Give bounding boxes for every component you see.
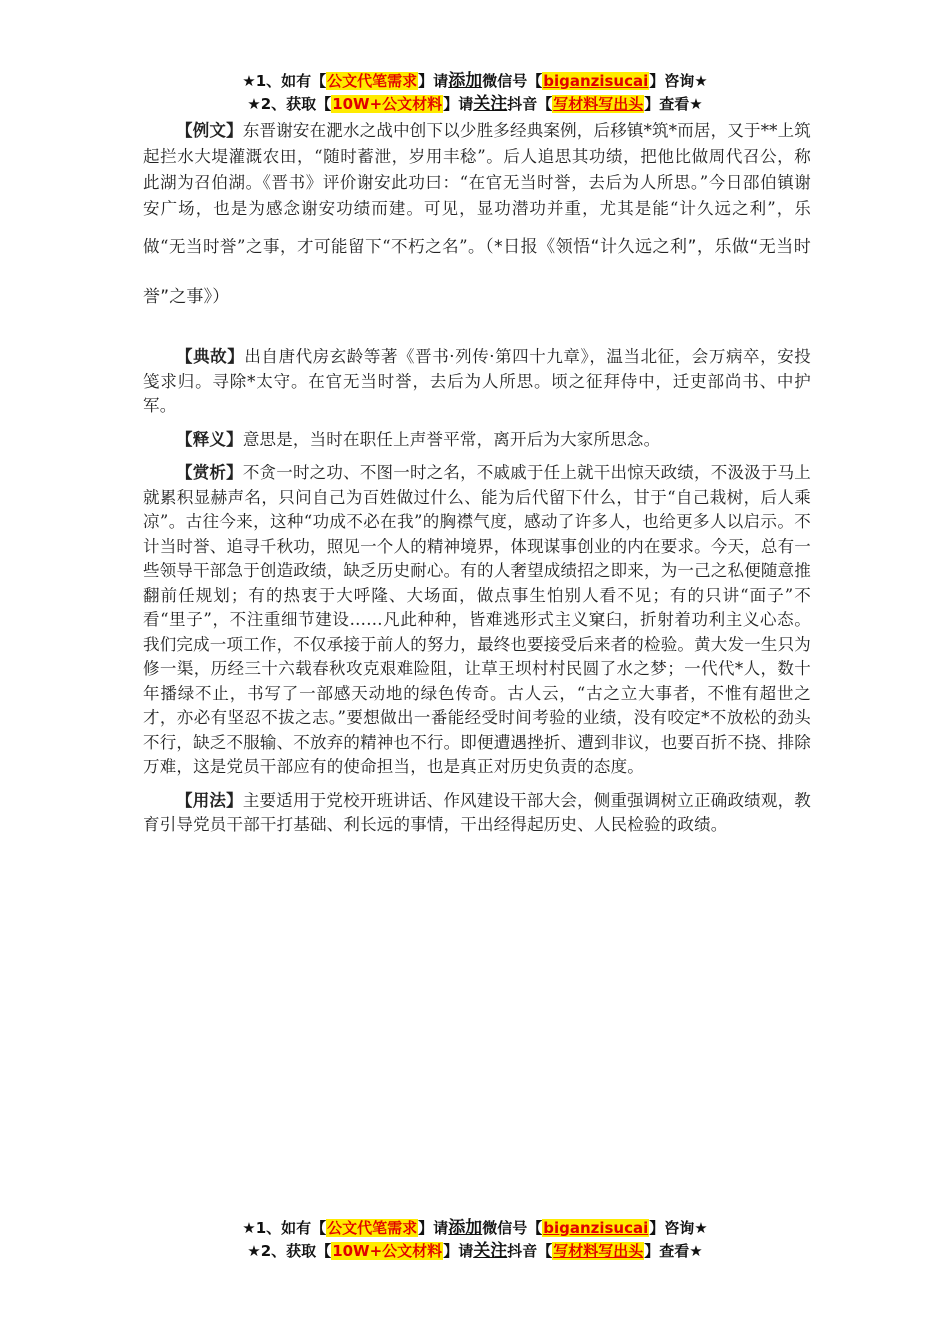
- banner-text: 】咨询★: [649, 1219, 708, 1237]
- banner-text: ★1、如有【: [242, 1219, 327, 1237]
- banner-emphasis: 添加: [448, 71, 483, 91]
- section-text: 东晋谢安在淝水之战中创下以少胜多经典案例，后移镇*筑*而居，又于**上筑起拦水大堤灌溉农田，“随时蓄泄，岁用丰稔”。后人追思其功绩，把他比做周代召公，称此湖为召伯湖。《晋书》评价谢安此功曰：“在官无当时誉，去后为人所思。”今日邵伯镇谢安广场，也是为感念谢安功绩而建。可见，显功潜功并重，尤其是能“计久远之利”，乐做“无当时誉”之事，才可能留下“不朽之名”。: [143, 121, 812, 256]
- section-text: 意思是，当时在职任上声誉平常，离开后为大家所思念。: [242, 429, 661, 449]
- banner-text: ★1、如有【: [242, 72, 327, 90]
- section-meaning: [143, 428, 811, 453]
- highlight-douyin: 写材料写出头: [553, 95, 644, 113]
- banner-text: 】请: [418, 1219, 449, 1237]
- banner-line-2: [0, 1240, 950, 1263]
- section-tag: 【赏析】: [176, 463, 243, 482]
- banner-text: 微信号【: [482, 72, 543, 90]
- banner-text: 微信号【: [482, 1219, 543, 1237]
- section-tag: 【例文】: [176, 121, 243, 140]
- section-text: 不贪一时之功、不图一时之名，不戚戚于任上就干出惊天政绩，不汲汲于马上就累积显赫声名，只问自己为百姓做过什么、能为后代留下什么，甘于“自己栽树，后人乘凉”。古往今来，这种“功成不必在我”的胸襟气度，感动了许多人，也给更多人以启示。不计当时誉、追寻千秋功，照见一个人的精神境界，体现谋事创业的内在要求。今天，总有一些领导干部急于创造政绩，缺乏历史耐心。有的人奢望成绩招之即来，为一己之私便随意推翻前任规划；有的热衷于大呼隆、大场面，做点事生怕别人看不见；有的只讲“面子”不看“里子”，不注重细节建设……凡此种种，皆难逃形式主义窠臼，折射着功利主义心态。我们完成一项工作，不仅承接于前人的努力，最终也要接受后来者的检验。黄大发一生只为修一渠，历经三十六载春秋攻克艰难险阻，让草王坝村村民圆了水之梦；一代代*人，数十年播绿不止，书写了一部感天动地的绿色传奇。古人云，“古之立大事者，不惟有超世之才，亦必有坚忍不拔之志。”要想做出一番能经受时间考验的业绩，没有咬定*不放松的劲头不行，缺乏不服输、不放弃的精神也不行。即便遭遇挫折、遭到非议，也要百折不挠、排除万难，这是党员干部应有的使命担当，也是真正对历史负责的态度。: [143, 463, 811, 776]
- section-tag: 【典故】: [176, 347, 245, 366]
- banner-line-1: [0, 70, 950, 93]
- banner-text: ★2、获取【: [247, 1242, 332, 1260]
- source-citation: （*日报《领悟“计久远之利”，乐做“无当时誉”之事》）: [143, 237, 811, 307]
- banner-emphasis: 关注: [473, 94, 508, 114]
- highlight-materials: 10W+公文材料: [332, 1242, 443, 1260]
- section-text: 主要适用于党校开班讲话、作风建设干部大会，侧重强调树立正确政绩观，教育引导党员干部干打基础、利长远的事情，干出经得起历史、人民检验的政绩。: [143, 790, 811, 834]
- highlight-materials: 10W+公文材料: [332, 95, 443, 113]
- section-text: 出自唐代房玄龄等著《晋书·列传·第四十九章》，温当北征，会万病卒，安投笺求归。寻除*太守。在官无当时誉，去后为人所思。顷之征拜侍中，迁吏部尚书、中护军。: [143, 347, 811, 415]
- section-origin: [143, 345, 811, 419]
- highlight-wechat-id: biganzisucai: [543, 1219, 649, 1237]
- banner-line-2: [0, 93, 950, 116]
- banner-line-1: [0, 1217, 950, 1240]
- section-appreciation: [143, 461, 811, 780]
- document-body: [143, 118, 811, 847]
- banner-text: 】查看★: [644, 95, 703, 113]
- highlight-douyin: 写材料写出头: [553, 1242, 644, 1260]
- highlight-service: 公文代笔需求: [327, 72, 418, 90]
- banner-text: 抖音【: [507, 95, 553, 113]
- highlight-wechat-id: biganzisucai: [543, 72, 649, 90]
- footer-banner: [0, 1217, 950, 1263]
- banner-text: 】咨询★: [649, 72, 708, 90]
- highlight-service: 公文代笔需求: [327, 1219, 418, 1237]
- banner-text: 】请: [443, 95, 474, 113]
- header-banner: [0, 70, 950, 116]
- banner-emphasis: 关注: [473, 1241, 508, 1261]
- banner-text: 】请: [418, 72, 449, 90]
- section-tag: 【释义】: [176, 429, 243, 449]
- banner-text: 】查看★: [644, 1242, 703, 1260]
- banner-text: 】请: [443, 1242, 474, 1260]
- section-example: [143, 118, 811, 322]
- section-usage: [143, 789, 811, 838]
- banner-text: 抖音【: [507, 1242, 553, 1260]
- banner-emphasis: 添加: [448, 1218, 483, 1238]
- banner-text: ★2、获取【: [247, 95, 332, 113]
- section-tag: 【用法】: [176, 790, 243, 810]
